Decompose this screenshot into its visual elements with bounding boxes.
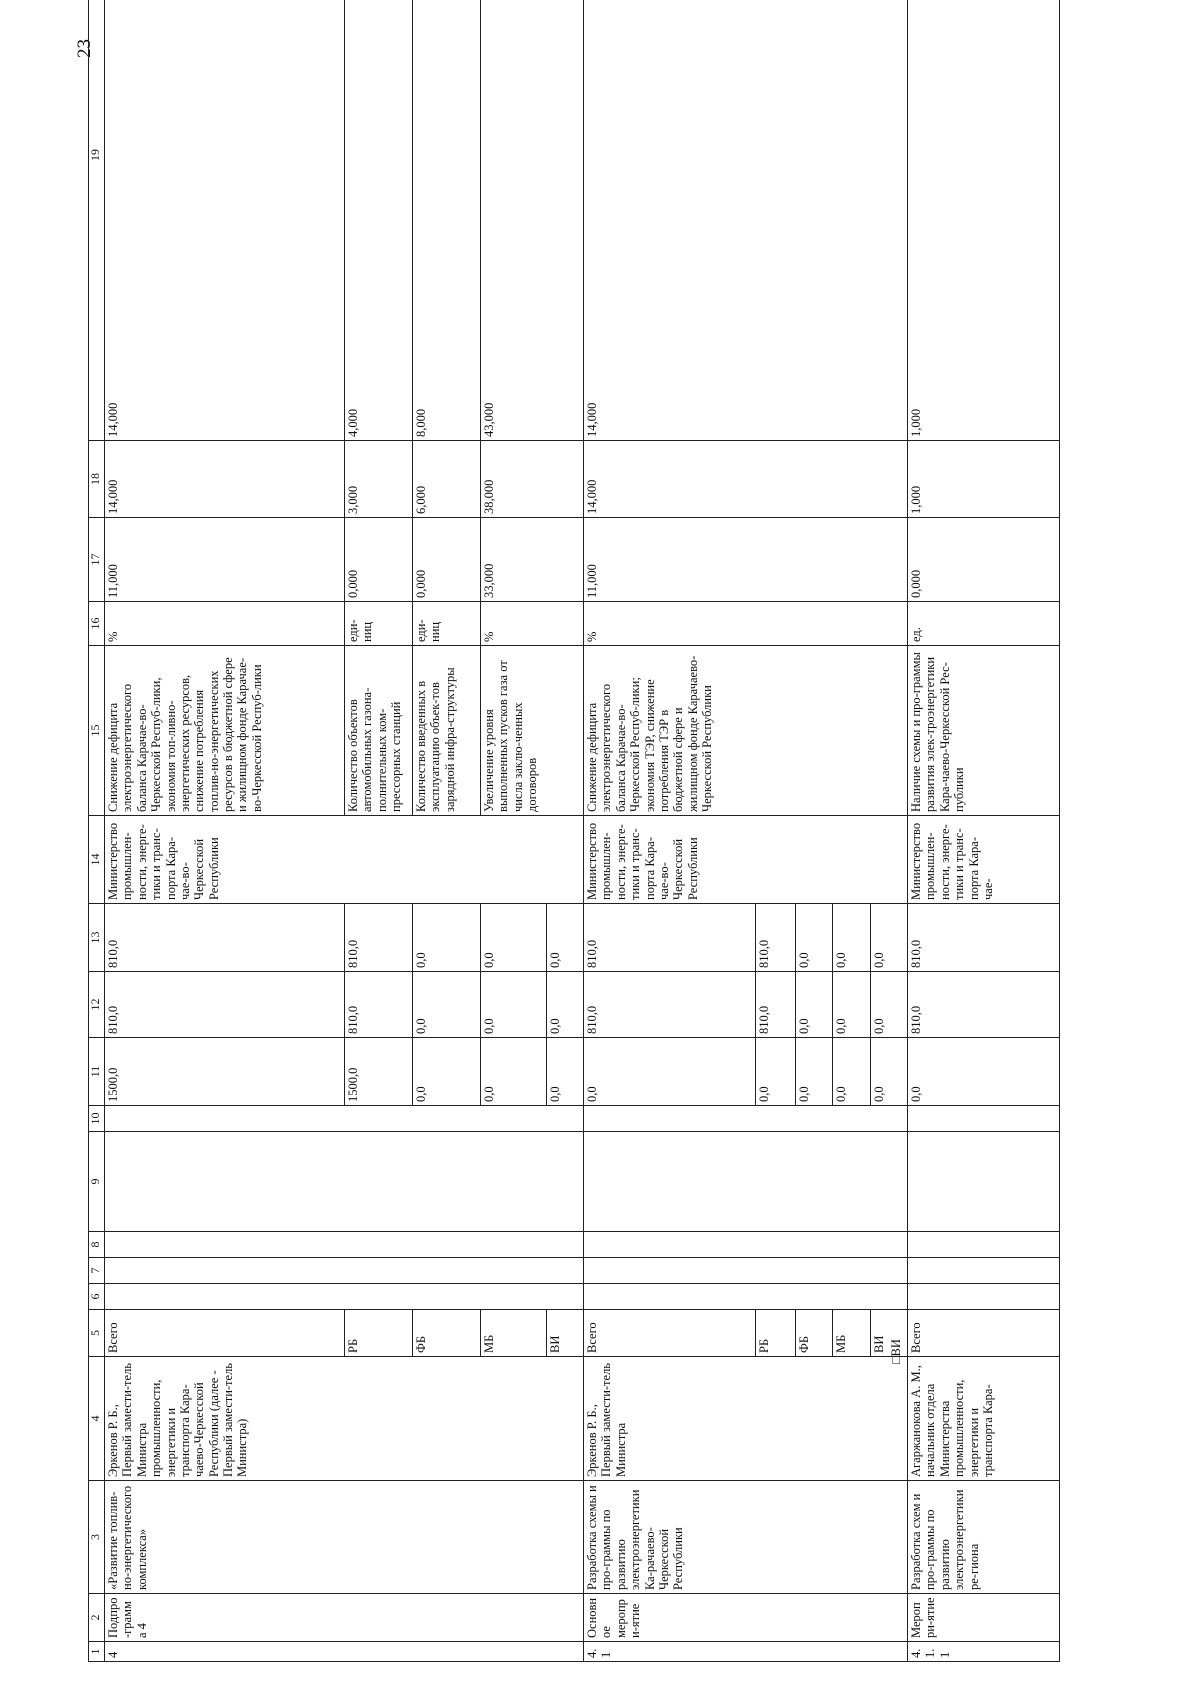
header-cell: 16 [89, 602, 105, 646]
indicator-value: 38,000 [481, 441, 584, 518]
table-row [584, 0, 756, 1662]
indicator-unit: % [584, 602, 908, 646]
row-type: Подпро-грамма 4 [105, 1594, 584, 1642]
row-name: Разработка схемы и про-граммы по развитию электроэнергетики Ка-рачаево-Черкесской Республики [584, 1481, 908, 1594]
indicator-name: Увеличение уровня выполненных пусков газа от числа заклю-ченных договоров [481, 646, 584, 816]
fin-value: 810,0 [908, 972, 1060, 1038]
row-name: «Развитие топлив-но-энергетического комплекса» [105, 1481, 584, 1594]
fin-value: 0,0 [481, 904, 547, 972]
indicator-name: Снижение дефицита электроэнергетического баланса Карачае-во-Черкесской Респуб-лики, экономия топ-ливно-энергетических ресурсов, снижение потребления топлив-но-энергетических ресурсов в бюджетной сфере и жилищном фонде Карачае-во-Черкесской Респуб-лики [105, 646, 345, 816]
fin-source: ФБ [413, 1310, 481, 1357]
fin-value: 810,0 [584, 904, 756, 972]
row-type: Меропри-ятие [908, 1594, 1060, 1642]
header-cell: 17 [89, 518, 105, 602]
header-cell: 5 [89, 1310, 105, 1357]
responsible-extra: □ВИ [888, 1339, 903, 1364]
indicator-name: Наличие схемы и про-граммы развития элек-троэнергетики Кара-чаево-Черкесской Рес-публики [908, 646, 1060, 816]
indicator-unit: % [481, 602, 584, 646]
fin-source: ФБ [796, 1310, 833, 1357]
cell [584, 1232, 908, 1258]
row-responsible: Эркенов Р. Б., Первый замести-тель Министра промышленности, энергетики и транспорта Кара-чаево-Черкесской Республики (далее - Первый замести-тель Министра) [105, 1357, 584, 1481]
cell [105, 1284, 584, 1310]
fin-value: 1500,0 [345, 1038, 413, 1106]
fin-source: Всего [105, 1310, 345, 1357]
fin-value: 810,0 [908, 904, 1060, 972]
indicator-unit: еди-ниц [413, 602, 481, 646]
fin-source: ВИ [871, 1310, 908, 1357]
header-cell: 7 [89, 1258, 105, 1284]
row-executor: Министерство промышлен-ности, энерге-тики и транс-порта Кара-чае- [908, 816, 1060, 904]
fin-value: 810,0 [756, 972, 796, 1038]
table-row [908, 0, 1060, 1662]
fin-value: 0,0 [756, 1038, 796, 1106]
fin-value: 0,0 [871, 1038, 908, 1106]
fin-value: 810,0 [584, 972, 756, 1038]
indicator-value: 0,000 [908, 518, 1060, 602]
fin-source: РБ [345, 1310, 413, 1357]
indicator-value: 4,000 [345, 0, 413, 441]
cell [908, 1258, 1060, 1284]
indicator-unit: % [105, 602, 345, 646]
column-number-row [89, 0, 105, 1662]
fin-value: 0,0 [796, 1038, 833, 1106]
fin-source: МБ [481, 1310, 547, 1357]
fin-value: 0,0 [413, 972, 481, 1038]
indicator-unit: ед. [908, 602, 1060, 646]
header-cell: 1 [89, 1642, 105, 1662]
row-number: 4.1 [584, 1642, 908, 1662]
program-table [88, 0, 1060, 1662]
indicator-value: 33,000 [481, 518, 584, 602]
fin-value: 0,0 [833, 972, 871, 1038]
rotated-table-container [88, 64, 1170, 1662]
indicator-value: 3,000 [345, 441, 413, 518]
header-cell: 14 [89, 816, 105, 904]
row-number: 4.1.1 [908, 1642, 1060, 1662]
row-executor: Министерство промышлен-ности, энерге-тики и транс-порта Кара-чае-во-Черкесской Республики [584, 816, 908, 904]
table-row [105, 0, 345, 1662]
fin-value: 0,0 [413, 1038, 481, 1106]
fin-value: 0,0 [547, 972, 584, 1038]
row-executor: Министерство промышлен-ности, энерге-тики и транс-порта Кара-чае-во-Черкесской Республики [105, 816, 584, 904]
page-number: 23 [74, 39, 95, 58]
fin-value: 0,0 [413, 904, 481, 972]
indicator-name: Количество введенных в эксплуатацию объек-тов зарядной инфра-структуры [413, 646, 481, 816]
fin-value: 1500,0 [105, 1038, 345, 1106]
header-cell: 9 [89, 1132, 105, 1232]
row-type: Основное меропри-ятие [584, 1594, 908, 1642]
header-cell: 4 [89, 1357, 105, 1481]
cell [584, 1132, 908, 1232]
indicator-value: 6,000 [413, 441, 481, 518]
indicator-value: 8,000 [413, 0, 481, 441]
fin-value: 0,0 [833, 1038, 871, 1106]
indicator-value: 14,000 [584, 441, 908, 518]
fin-source: ВИ [547, 1310, 584, 1357]
fin-value: 0,0 [796, 972, 833, 1038]
header-cell: 6 [89, 1284, 105, 1310]
cell [584, 1284, 908, 1310]
fin-value: 810,0 [105, 904, 345, 972]
header-cell: 18 [89, 441, 105, 518]
header-cell: 19 [89, 0, 105, 441]
row-responsible: Агаржанокова А. М., начальник отдела Министерства промышленности, энергетики и транспорта Кара- [908, 1357, 1060, 1481]
fin-value: 0,0 [584, 1038, 756, 1106]
fin-source: Всего [908, 1310, 1060, 1357]
header-cell: 2 [89, 1594, 105, 1642]
fin-value: 0,0 [547, 1038, 584, 1106]
indicator-value: 14,000 [105, 0, 345, 441]
fin-value: 810,0 [105, 972, 345, 1038]
fin-source: РБ [756, 1310, 796, 1357]
indicator-unit: еди-ниц [345, 602, 413, 646]
indicator-value: 0,000 [345, 518, 413, 602]
indicator-value: 14,000 [584, 0, 908, 441]
fin-value: 0,0 [871, 972, 908, 1038]
cell [105, 1232, 584, 1258]
header-cell: 11 [89, 1038, 105, 1106]
fin-value: 0,0 [833, 904, 871, 972]
cell [105, 1106, 584, 1132]
indicator-name: Количество объектов автомобильных газона-полнительных ком-прессорных станций [345, 646, 413, 816]
fin-value: 810,0 [345, 904, 413, 972]
fin-value: 810,0 [345, 972, 413, 1038]
indicator-value: 14,000 [105, 441, 345, 518]
fin-value: 0,0 [908, 1038, 1060, 1106]
fin-value: 0,0 [796, 904, 833, 972]
cell [105, 1258, 584, 1284]
fin-value: 0,0 [547, 904, 584, 972]
cell [908, 1106, 1060, 1132]
cell [908, 1132, 1060, 1232]
responsible-text: Эркенов Р. Б., Первый замести-тель Министра [585, 1362, 628, 1477]
header-cell: 12 [89, 972, 105, 1038]
fin-value: 0,0 [481, 1038, 547, 1106]
cell [584, 1106, 908, 1132]
header-cell: 3 [89, 1481, 105, 1594]
indicator-value: 11,000 [584, 518, 908, 602]
fin-value: 810,0 [756, 904, 796, 972]
header-cell: 8 [89, 1232, 105, 1258]
header-cell: 13 [89, 904, 105, 972]
indicator-value: 11,000 [105, 518, 345, 602]
cell [908, 1284, 1060, 1310]
cell [105, 1132, 584, 1232]
indicator-value: 1,000 [908, 0, 1060, 441]
indicator-value: 43,000 [481, 0, 584, 441]
row-number: 4 [105, 1642, 584, 1662]
indicator-name: Снижение дефицита электроэнергетического баланса Карачае-во-Черкесской Респуб-лики; экономия ТЭР, снижение потребления ТЭР в бюджетной сфере и жилищном фонде Карачаево-Черкесской Республики [584, 646, 908, 816]
header-cell: 10 [89, 1106, 105, 1132]
fin-value: 0,0 [481, 972, 547, 1038]
indicator-value: 1,000 [908, 441, 1060, 518]
fin-value: 0,0 [871, 904, 908, 972]
row-name: Разработка схем и про-граммы по развитию электроэнергетики ре-гиона [908, 1481, 1060, 1594]
cell [908, 1232, 1060, 1258]
fin-source: МБ [833, 1310, 871, 1357]
fin-source: Всего [584, 1310, 756, 1357]
header-cell: 15 [89, 646, 105, 816]
indicator-value: 0,000 [413, 518, 481, 602]
cell [584, 1258, 908, 1284]
